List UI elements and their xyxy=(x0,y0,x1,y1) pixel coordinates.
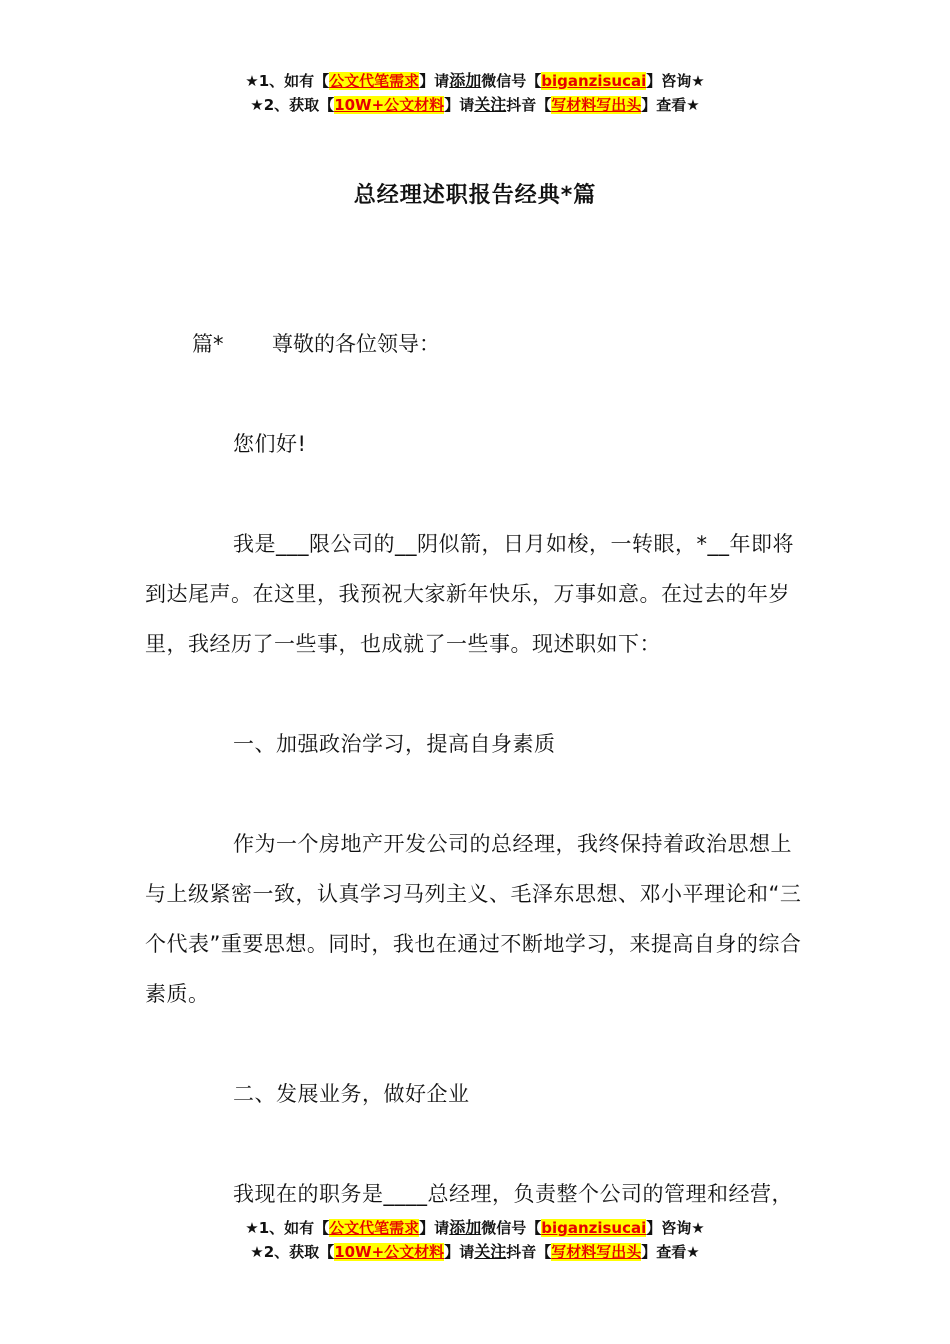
promo-underline: 关注 xyxy=(474,1242,507,1261)
document-title: 总经理述职报告经典*篇 xyxy=(353,183,597,208)
heading-section-1: 一、加强政治学习，提高自身素质 xyxy=(233,732,556,756)
salutation-text: 尊敬的各位领导： xyxy=(272,332,440,356)
paragraph-greeting: 您们好! xyxy=(233,432,307,456)
promo-line-2 xyxy=(0,1240,950,1264)
section-label: 篇* xyxy=(192,332,224,356)
promo-line-2 xyxy=(0,93,950,117)
promo-text: 抖音【 xyxy=(506,96,552,114)
promo-text: 】请 xyxy=(444,96,475,114)
promo-highlight: 10W+公文材料 xyxy=(334,96,445,114)
promo-text: 抖音【 xyxy=(506,1243,552,1261)
promo-highlight: 公文代笔需求 xyxy=(329,72,420,90)
promo-text: 】请 xyxy=(419,1219,450,1237)
promo-line-1 xyxy=(0,1216,950,1240)
promo-wechat-id: biganzisucai xyxy=(541,1219,647,1237)
promo-text: ★1、如有【 xyxy=(245,72,330,90)
promo-highlight: 公文代笔需求 xyxy=(329,1219,420,1237)
promo-text: 】咨询★ xyxy=(646,1219,705,1237)
salutation-row xyxy=(192,319,440,369)
promo-text: ★1、如有【 xyxy=(245,1219,330,1237)
promo-text: 】咨询★ xyxy=(646,72,705,90)
promo-banner-bottom xyxy=(0,1216,950,1264)
promo-banner-top xyxy=(0,69,950,117)
promo-underline: 添加 xyxy=(449,1218,482,1237)
promo-underline: 添加 xyxy=(449,71,482,90)
promo-wechat-id: biganzisucai xyxy=(541,72,647,90)
paragraph-intro: 我是___限公司的__阴似箭，日月如梭，一转眼，*__年即将到达尾声。在这里，我预祝大家新年快乐，万事如意。在过去的年岁里，我经历了一些事，也成就了一些事。现述职如下： xyxy=(145,532,794,656)
promo-text: 】查看★ xyxy=(641,96,700,114)
promo-line-1 xyxy=(0,69,950,93)
promo-text: 微信号【 xyxy=(481,1219,542,1237)
promo-text: 微信号【 xyxy=(481,72,542,90)
heading-section-2: 二、发展业务，做好企业 xyxy=(233,1082,470,1106)
promo-douyin-id: 写材料写出头 xyxy=(551,1243,642,1261)
document-body xyxy=(145,419,810,1219)
promo-text: 】请 xyxy=(419,72,450,90)
promo-douyin-id: 写材料写出头 xyxy=(551,96,642,114)
promo-text: 】查看★ xyxy=(641,1243,700,1261)
promo-text: 】请 xyxy=(444,1243,475,1261)
promo-text: ★2、获取【 xyxy=(250,1243,335,1261)
promo-underline: 关注 xyxy=(474,95,507,114)
paragraph-section-1: 作为一个房地产开发公司的总经理，我终保持着政治思想上与上级紧密一致，认真学习马列主义、毛泽东思想、邓小平理论和“三个代表”重要思想。同时，我也在通过不断地学习，来提高自身的综合素质。 xyxy=(145,832,802,1006)
promo-highlight: 10W+公文材料 xyxy=(334,1243,445,1261)
paragraph-section-2: 我现在的职务是____总经理，负责整个公司的管理和经营， xyxy=(233,1182,793,1206)
promo-text: ★2、获取【 xyxy=(250,96,335,114)
